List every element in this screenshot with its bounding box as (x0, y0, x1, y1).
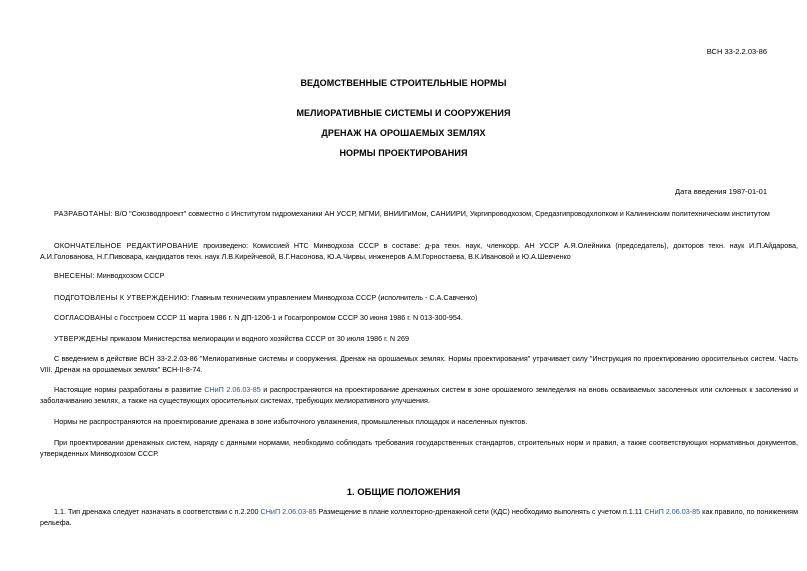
document-code: ВСН 33-2.2.03-86 (706, 47, 767, 56)
snip-link[interactable]: СНиП 2.06.03-85 (644, 507, 701, 516)
paragraph-label: СОГЛАСОВАНЫ (54, 313, 113, 322)
introduction-date: Дата введения 1987-01-01 (675, 187, 767, 196)
heading-systems: МЕЛИОРАТИВНЫЕ СИСТЕМЫ И СООРУЖЕНИЯ (296, 108, 511, 118)
heading-norms-type: ВЕДОМСТВЕННЫЕ СТРОИТЕЛЬНЫЕ НОРМЫ (300, 78, 507, 88)
paragraph-text: В/О "Союзводпроект" совместно с Институтом гидромеханики АН УССР, МГМИ, ВНИИГиМом, САНИИРИ, Укргипроводхозом, Средазгипроводхлопком и Калининским политехническим институтом (112, 209, 770, 218)
paragraph-exclusions: Нормы не распространяются на проектирование дренажа в зоне избыточного увлажнения, промышленных площадок и населенных пунктов. (54, 417, 528, 426)
paragraph-text: и распространяются на проектирование дренажных систем в зоне орошаемого земледелия на вновь осваиваемых засоленных или склонных к засолению и заболачиванию землях, а также на существующих оросительных системах, требующих мелиоративного улучшения. (40, 385, 798, 405)
paragraph-label: ВНЕСЕНЫ: (54, 271, 95, 280)
paragraph-requirements: При проектировании дренажных систем, наряду с данными нормами, необходимо соблюдать требования государственных стандартов, строительных норм и правил, а также соответствующих нормативных документов, утвержденных Минводхозом СССР. (40, 438, 798, 458)
paragraph-label: ПОДГОТОВЛЕНЫ К УТВЕРЖДЕНИЮ: (54, 293, 190, 302)
paragraph-text: как правило, по понижениям рельефа. (40, 507, 799, 527)
paragraph-1-1 (40, 506, 798, 528)
paragraph-text: 1.1. Тип дренажа следует назначать в соответствии с п.2.200 (54, 507, 261, 516)
heading-design-norms: НОРМЫ ПРОЕКТИРОВАНИЯ (339, 148, 468, 158)
paragraph-label: УТВЕРЖДЕНЫ (54, 334, 109, 343)
paragraph-agreed (40, 312, 798, 323)
paragraph-text: Размещение в плане коллекторно-дренажной сети (КДС) необходимо выполнять с учетом п.1.11 (316, 507, 645, 516)
paragraph-text: приказом Министерства мелиорации и водного хозяйства СССР от 30 июля 1986 г. N 269 (108, 334, 409, 343)
paragraph-text: Минводхозом СССР (94, 271, 165, 280)
paragraph-developed (40, 208, 798, 219)
paragraph-label: РАЗРАБОТАНЫ: (54, 209, 113, 218)
paragraph-text: произведено: Комиссией НТС Минводхоза СССР в составе: д-ра техн. наук, членкорр. АН УССР А.Я.Олейника (председатель), докторов техн. наук И.П.Айдарова, А.И.Голованова, Н.Г.Пивовара, кандидатов техн. наук Л.В.Кирейчевой, В.Г.Насонова, Ю.А.Чирвы, инженеров А.М.Горностаева, В.К.Ивановой и Ю.А.Шевченко (40, 241, 799, 261)
heading-drainage: ДРЕНАЖ НА ОРОШАЕМЫХ ЗЕМЛЯХ (321, 128, 486, 138)
snip-link[interactable]: СНиП 2.06.03-85 (204, 385, 261, 394)
paragraph-label: ОКОНЧАТЕЛЬНОЕ РЕДАКТИРОВАНИЕ (54, 241, 199, 250)
paragraph-scope (40, 384, 798, 406)
paragraph-approved (40, 333, 798, 344)
paragraph-final-editing (40, 240, 798, 262)
paragraph-text: с Госстроем СССР 11 марта 1986 г. N ДП-1206-1 и Госагропромом СССР 30 июня 1986 г. N 013-300-954. (112, 313, 463, 322)
paragraph-prepared (40, 292, 798, 303)
paragraph-submitted (40, 270, 798, 281)
paragraph-text: Главным техническим управлением Минводхоза СССР (исполнитель - С.А.Савченко) (189, 293, 478, 302)
paragraph-supersedes: С введением в действие ВСН 33-2.2.03-86 "Мелиоративные системы и сооружения. Дренаж на орошаемых землях. Нормы проектирования" утрачивает силу "Инструкция по проектированию оросительных систем. Часть VIII. Дренаж на орошаемых землях" ВСН-II-8-74. (40, 354, 798, 374)
paragraph-text: Настоящие нормы разработаны в развитие (54, 385, 205, 394)
snip-link[interactable]: СНиП 2.06.03-85 (260, 507, 317, 516)
section-title-general: 1. ОБЩИЕ ПОЛОЖЕНИЯ (346, 487, 461, 498)
